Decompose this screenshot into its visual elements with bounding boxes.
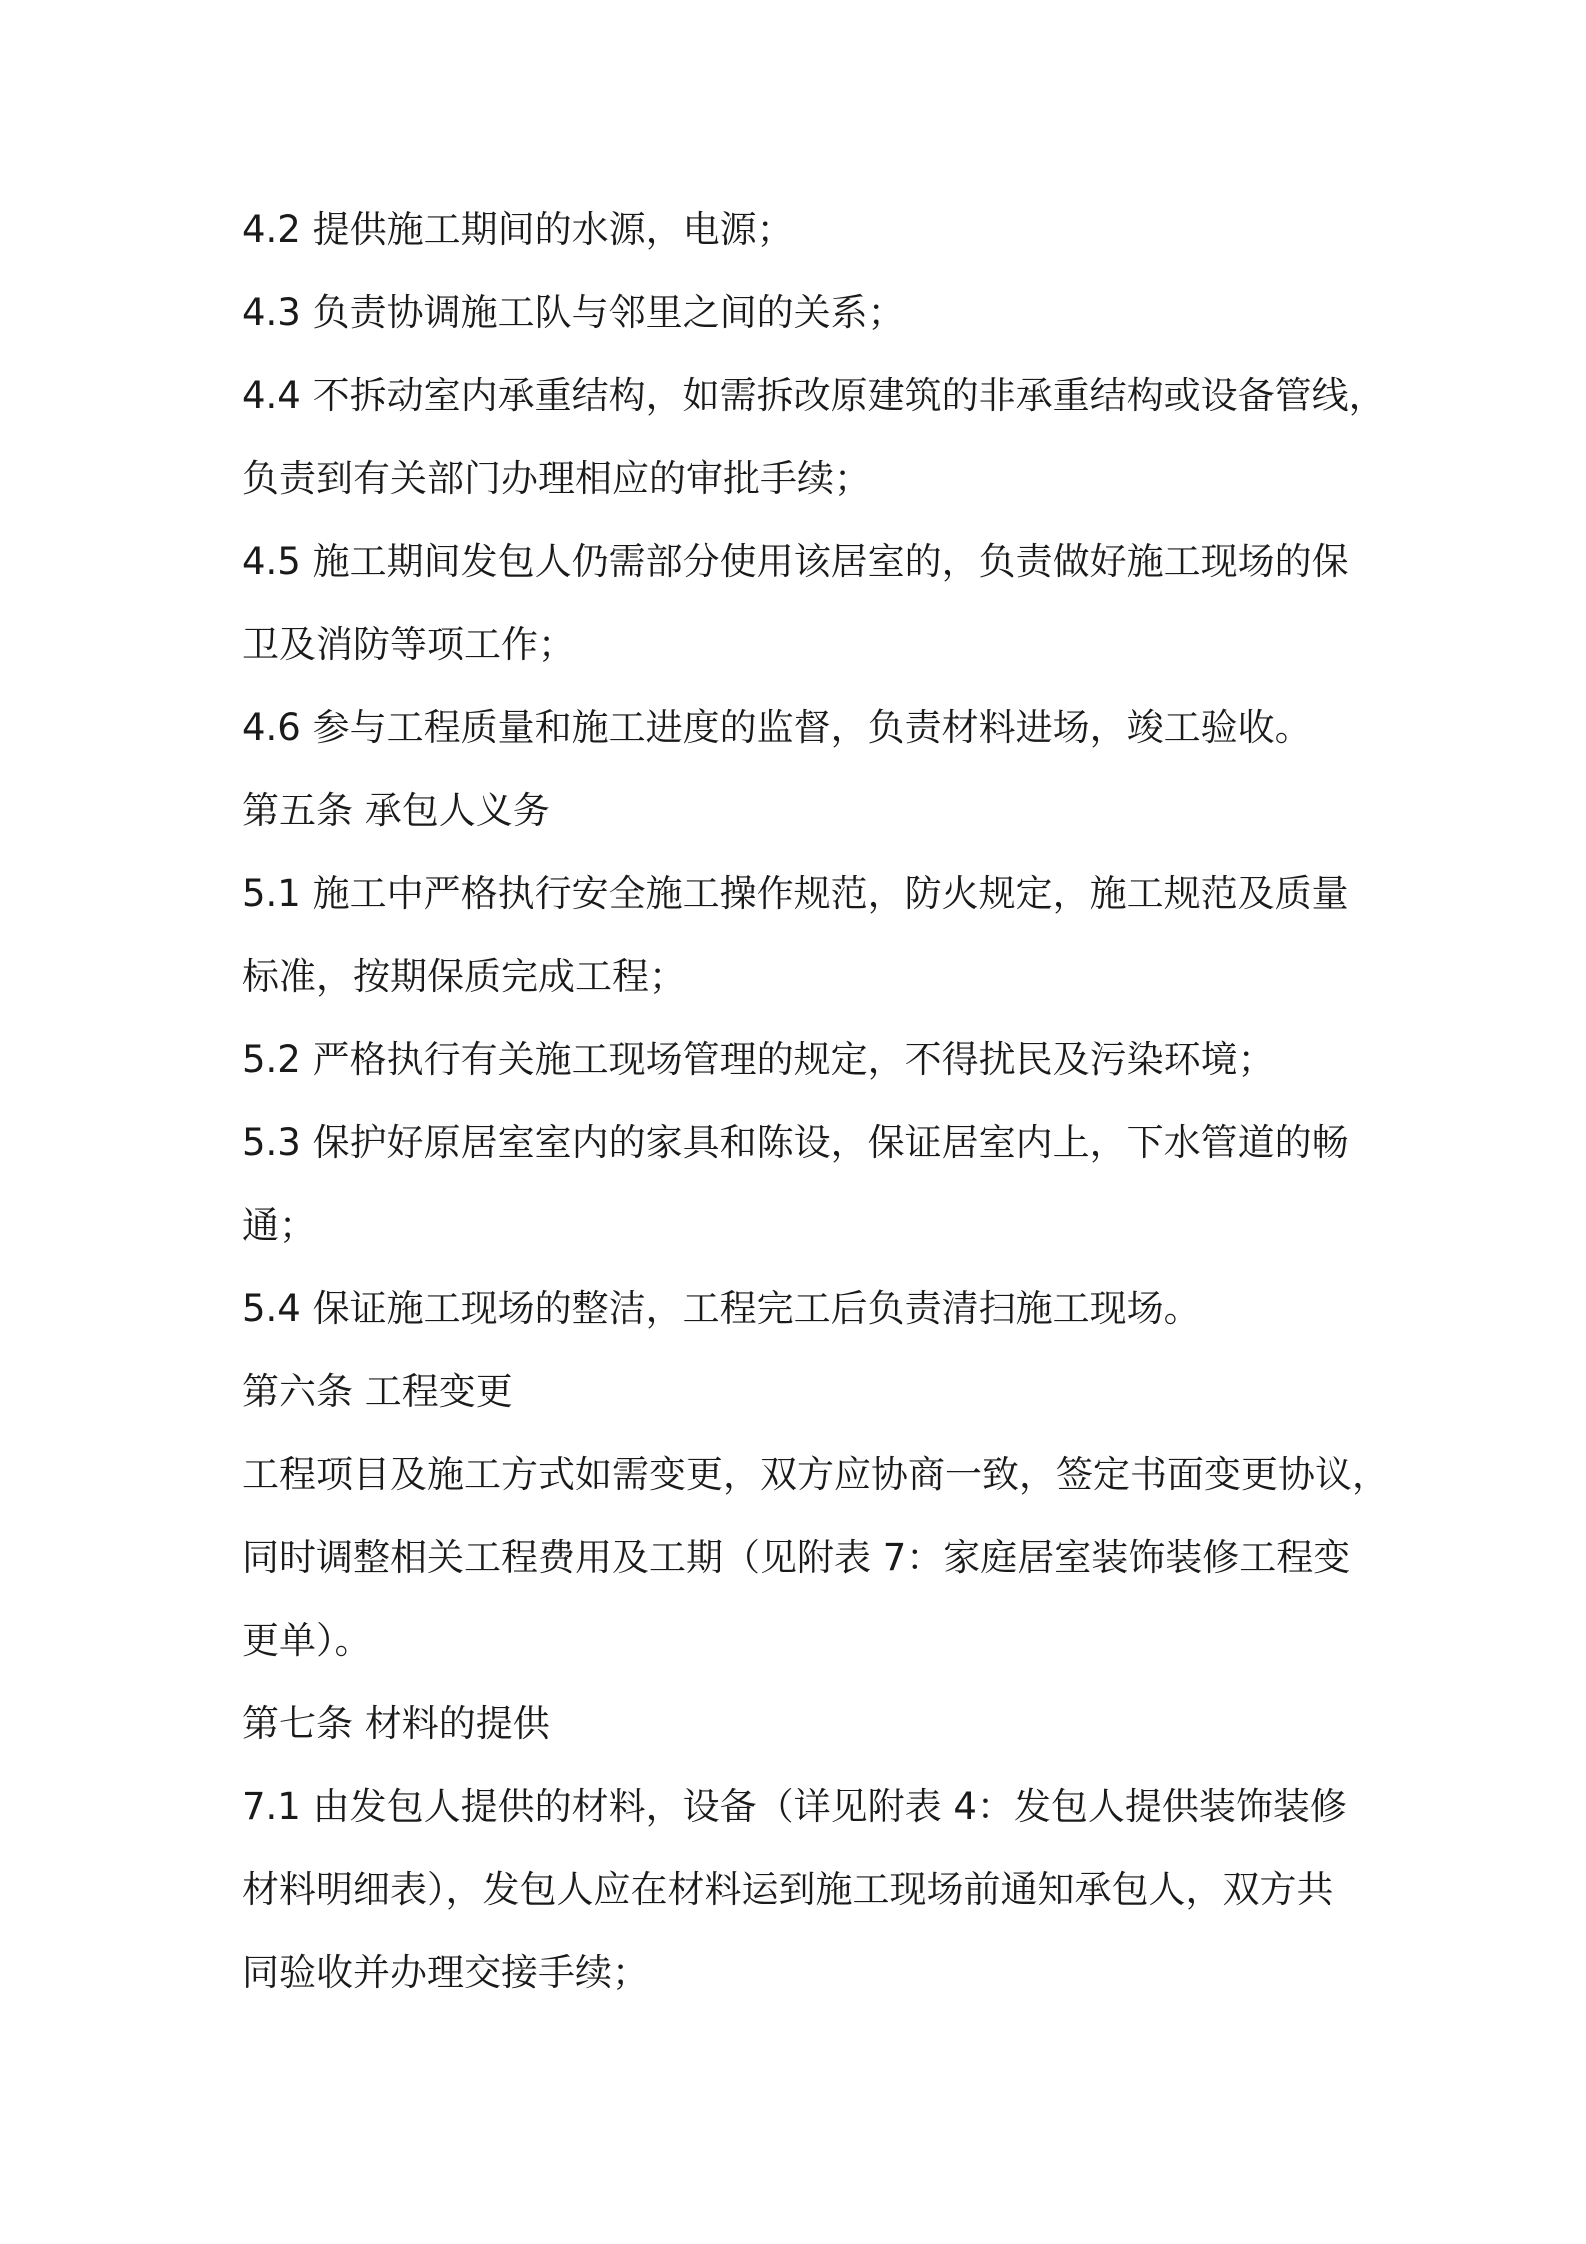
clause-4-2: 4.2 提供施工期间的水源，电源； xyxy=(242,208,794,251)
article-7-heading: 第七条 材料的提供 xyxy=(242,1702,550,1745)
article-6-heading: 第六条 工程变更 xyxy=(242,1370,513,1413)
clause-5-3-cont: 通； xyxy=(242,1204,316,1247)
clause-5-2: 5.2 严格执行有关施工现场管理的规定，不得扰民及污染环境； xyxy=(242,1038,1275,1081)
clause-7-1-cont1: 材料明细表），发包人应在材料运到施工现场前通知承包人，双方共 xyxy=(242,1868,1334,1911)
clause-4-3: 4.3 负责协调施工队与邻里之间的关系； xyxy=(242,291,905,334)
clause-4-4-cont: 负责到有关部门办理相应的审批手续； xyxy=(242,457,871,500)
clause-5-4: 5.4 保证施工现场的整洁，工程完工后负责清扫施工现场。 xyxy=(242,1287,1201,1330)
clause-5-1: 5.1 施工中严格执行安全施工操作规范，防火规定，施工规范及质量 xyxy=(242,872,1349,915)
clause-5-1-cont: 标准，按期保质完成工程； xyxy=(242,955,686,998)
clause-4-5: 4.5 施工期间发包人仍需部分使用该居室的，负责做好施工现场的保 xyxy=(242,540,1349,583)
clause-5-3: 5.3 保护好原居室室内的家具和陈设，保证居室内上，下水管道的畅 xyxy=(242,1121,1349,1164)
clause-4-5-cont: 卫及消防等项工作； xyxy=(242,623,575,666)
clause-7-1-cont2: 同验收并办理交接手续； xyxy=(242,1951,649,1994)
clause-7-1: 7.1 由发包人提供的材料，设备（详见附表 4：发包人提供装饰装修 xyxy=(242,1785,1347,1828)
clause-4-4: 4.4 不拆动室内承重结构，如需拆改原建筑的非承重结构或设备管线， xyxy=(242,374,1386,417)
clause-4-6: 4.6 参与工程质量和施工进度的监督，负责材料进场，竣工验收。 xyxy=(242,706,1312,749)
article-6-para-line3: 更单）。 xyxy=(242,1619,372,1662)
article-5-heading: 第五条 承包人义务 xyxy=(242,789,550,832)
article-6-para-line2: 同时调整相关工程费用及工期（见附表 7：家庭居室装饰装修工程变 xyxy=(242,1536,1351,1579)
article-6-para-line1: 工程项目及施工方式如需变更，双方应协商一致，签定书面变更协议， xyxy=(242,1453,1389,1496)
